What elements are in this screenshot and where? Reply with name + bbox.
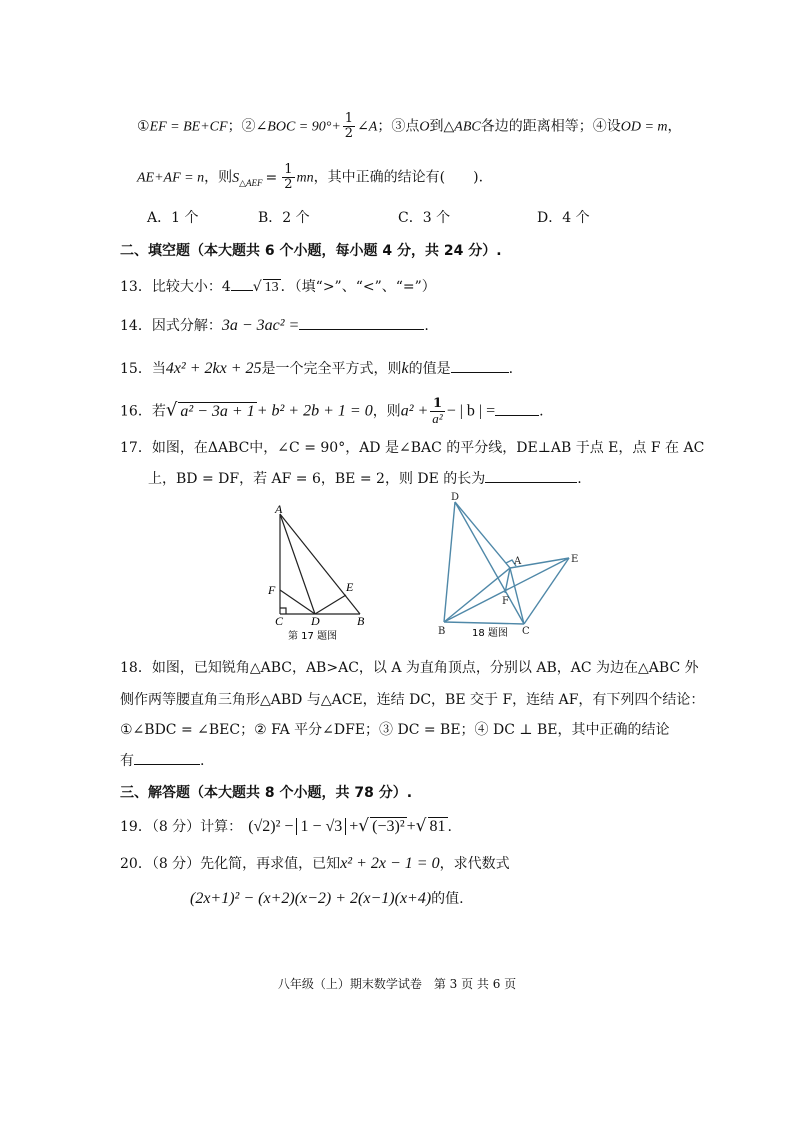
question-number: 15． xyxy=(120,361,152,377)
question-17-line-1 xyxy=(120,437,704,457)
condition-expression: x² + 2x − 1 = 0 xyxy=(340,855,440,872)
label-b: B xyxy=(438,626,446,637)
figure-18-caption: 18 题图 xyxy=(472,628,508,639)
area-symbol: $S_{\triangle AEF}$ xyxy=(232,170,263,188)
label-c: C xyxy=(275,614,284,628)
equation-ef: EF = BE+CF xyxy=(149,119,228,135)
mn-term: mn xyxy=(296,170,314,186)
label-f: F xyxy=(268,583,276,597)
question-text: 当 xyxy=(151,361,166,377)
operator: + xyxy=(349,818,359,835)
fraction: $\frac{1}{\text{a²}}$ xyxy=(432,396,443,426)
question-17-line-2 xyxy=(148,468,582,488)
figure-17-caption: 第 17 题图 xyxy=(288,631,338,642)
expression: − | b | = xyxy=(446,402,496,420)
sqrt-symbol: √ xyxy=(252,279,262,295)
segment-ba xyxy=(444,568,510,622)
question-text: （8 分）计算： xyxy=(151,819,243,835)
text-part: ；③点 xyxy=(377,118,420,135)
text-part: ，则 xyxy=(204,169,233,186)
section-title-solve: 三、解答题（本大题共 8 个小题，共 78 分）. xyxy=(120,785,413,801)
label-a: A xyxy=(514,556,522,567)
text-part: 各边的距离相等；④设 xyxy=(480,118,621,135)
section-title-fill-in: 二、填空题（本大题共 6 个小题，每小题 4 分，共 24 分）. xyxy=(120,243,502,259)
question-text: ．（填“>”、“<”、“=”） xyxy=(280,279,436,295)
label-e: E xyxy=(571,554,579,565)
question-text: . xyxy=(424,318,429,334)
expression: a² + xyxy=(400,402,429,420)
label-b: B xyxy=(357,614,365,628)
sqrt-symbol: √ xyxy=(358,816,370,836)
radicand: a² − 3a + 1 xyxy=(180,402,255,420)
page-footer: 八年级（上）期末数学试卷 第 3 页 共 6 页 xyxy=(277,977,517,991)
question-text: 的值是 xyxy=(408,361,451,377)
segment-fd xyxy=(280,590,315,614)
question-text: 上，BD = DF，若 AF = 6，BE = 2，则 DE 的长为 xyxy=(148,471,486,487)
fraction-half: $\frac{1}{2}$ xyxy=(344,111,354,141)
figure-17 xyxy=(262,500,382,642)
option-b: B．2 个 xyxy=(258,210,310,226)
question-text: ，则 xyxy=(372,403,401,420)
question-number: 14． xyxy=(120,318,152,334)
segment-db xyxy=(444,502,455,622)
q12-conditions-line xyxy=(137,112,682,141)
question-text: ，求代数式 xyxy=(439,856,510,872)
question-text: . xyxy=(447,819,452,835)
segment-ac xyxy=(510,568,524,624)
question-text: 比较大小：4 xyxy=(151,279,231,295)
question-text: （8 分）先化简，再求值，已知 xyxy=(151,856,341,872)
option-a: A．1 个 xyxy=(147,210,199,226)
question-text: 有 xyxy=(120,753,134,769)
question-text: 是一个完全平方式，则 xyxy=(261,361,402,377)
question-number: 19． xyxy=(120,819,152,835)
separator: ；② xyxy=(227,118,256,135)
question-18-line-2: 侧作两等腰直角三角形△ABD 与△ACE，连结 DC，BE 交于 F，连结 AF，有下列四个结论： xyxy=(120,692,705,708)
triangle-abc: △ABC xyxy=(443,119,481,135)
answer-blank xyxy=(495,401,539,416)
question-20-line-2 xyxy=(190,888,464,908)
question-16 xyxy=(120,397,544,426)
figure-18 xyxy=(432,490,592,642)
answer-blank xyxy=(134,750,200,765)
absolute-value: 1 − √3 xyxy=(296,818,346,835)
equation-od: OD = m xyxy=(620,119,668,135)
text-part: ， xyxy=(667,118,682,135)
sqrt-symbol: √ xyxy=(415,816,427,836)
operator: + xyxy=(406,818,416,835)
question-text: 的值. xyxy=(431,891,464,907)
expression: 3a − 3ac² = xyxy=(221,317,300,334)
radicand: 81 xyxy=(429,818,446,835)
question-text: . xyxy=(200,753,205,769)
question-18-line-1: 18．如图，已知锐角△ABC，AB>AC，以 A 为直角顶点，分别以 AB，AC 为边在△ABC 外 xyxy=(120,660,699,676)
label-c: C xyxy=(522,626,530,637)
equation-ae: AE+AF = n xyxy=(137,170,205,186)
angle-a: ∠A xyxy=(357,119,378,135)
answer-blank xyxy=(231,276,253,291)
question-text: . xyxy=(577,471,582,487)
variable-k: k xyxy=(401,360,409,377)
question-number: 16． xyxy=(120,403,152,420)
segment-ab xyxy=(280,514,360,614)
label-a: A xyxy=(275,502,283,516)
segment-de xyxy=(315,595,346,614)
label-d: D xyxy=(451,492,460,503)
option-d: D．4 个 xyxy=(537,210,590,226)
segment-da xyxy=(455,502,510,568)
question-text: . xyxy=(539,403,544,420)
segment-ce xyxy=(524,558,569,624)
equals: = xyxy=(265,169,278,186)
sqrt-symbol: √ xyxy=(165,399,178,421)
point-o: O xyxy=(419,119,430,135)
radicand: 13 xyxy=(264,280,279,295)
question-20-line-1 xyxy=(120,853,510,873)
question-text: . xyxy=(508,361,514,377)
question-18-line-4 xyxy=(120,750,204,770)
label-f: F xyxy=(502,596,509,607)
answer-blank xyxy=(299,315,424,330)
radicand: (−3)² xyxy=(372,818,405,835)
text-part: ，其中正确的结论有( ). xyxy=(313,169,484,186)
answer-blank xyxy=(485,468,577,483)
segment-bc xyxy=(444,622,524,624)
segment-ad xyxy=(280,514,315,614)
question-text: 因式分解： xyxy=(151,318,222,334)
question-19 xyxy=(120,816,452,836)
question-text: 若 xyxy=(151,403,166,420)
expression: (√2)² − xyxy=(248,818,294,835)
expression: + b² + 2b + 1 = 0 xyxy=(256,402,373,420)
question-14 xyxy=(120,315,429,335)
fraction-half: $\frac{1}{2}$ xyxy=(284,162,293,192)
segment-be xyxy=(444,558,569,622)
circled-1: ① xyxy=(137,118,150,135)
question-number: 17． xyxy=(120,440,152,456)
answer-blank xyxy=(451,358,509,373)
q12-area-line xyxy=(137,163,483,192)
expression: (2x+1)² − (x+2)(x−2) + 2(x−1)(x+4) xyxy=(190,890,432,907)
expression: 4x² + 2kx + 25 xyxy=(165,360,262,377)
question-15 xyxy=(120,358,513,378)
option-c: C．3 个 xyxy=(398,210,451,226)
question-18-line-3: ①∠BDC = ∠BEC；② FA 平分∠DFE；③ DC = BE；④ DC ⊥ BE，其中正确的结论 xyxy=(120,722,670,738)
label-e: E xyxy=(346,580,354,594)
angle-boc: ∠BOC = 90°+ xyxy=(255,119,341,135)
question-13 xyxy=(120,276,436,296)
question-number: 20． xyxy=(120,856,152,872)
question-number: 13． xyxy=(120,279,152,295)
label-d: D xyxy=(311,614,320,628)
text-part: 到 xyxy=(429,118,444,135)
question-text: 如图，在ΔABC中，∠C = 90°，AD 是∠BAC 的平分线，DE⊥AB 于点 E，点 F 在 AC xyxy=(151,440,705,456)
